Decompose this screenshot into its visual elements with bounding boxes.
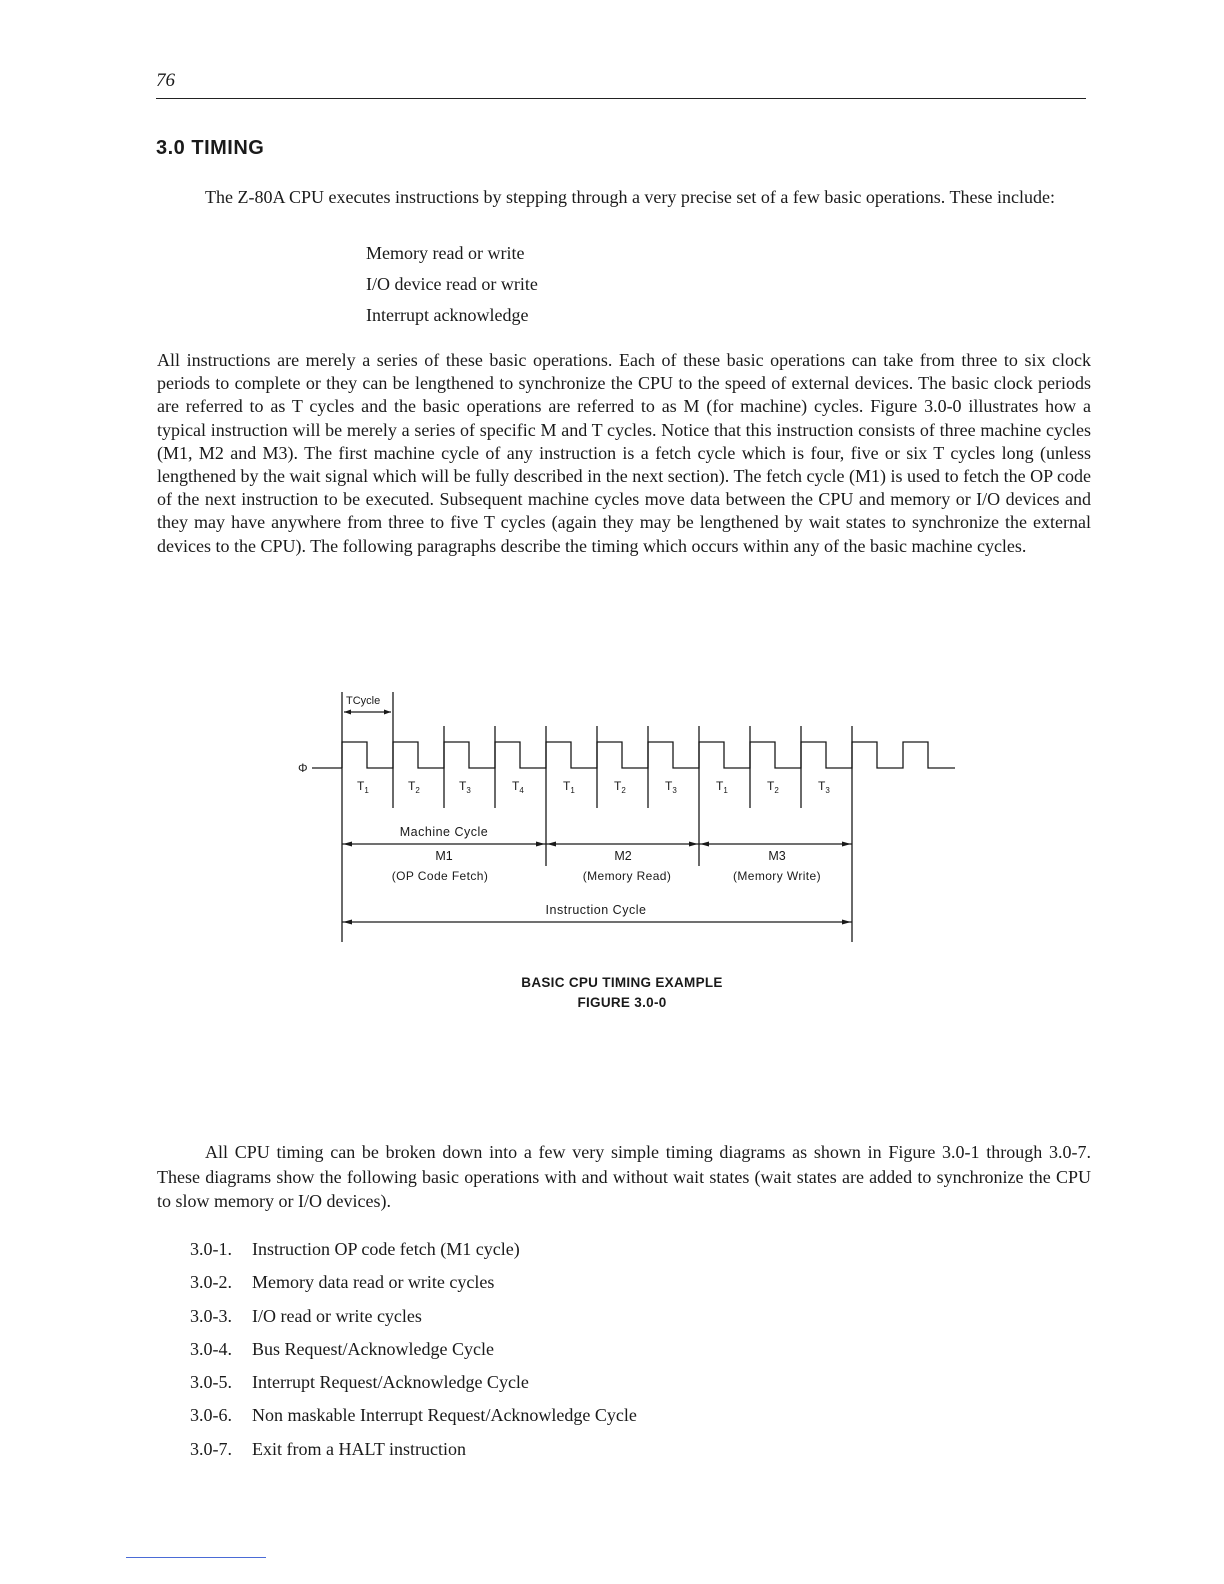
list-item xyxy=(190,1336,637,1369)
m1-label: M1 xyxy=(435,849,453,863)
list-item-text: Exit from a HALT instruction xyxy=(252,1438,466,1459)
t-label: $T_2$ xyxy=(614,779,626,795)
list-item-text: I/O read or write cycles xyxy=(252,1305,422,1326)
t-label: $T_1$ xyxy=(357,779,369,795)
operation-item: I/O device read or write xyxy=(366,274,538,294)
machine-cycle-labels xyxy=(392,849,821,883)
closing-paragraph: All CPU timing can be broken down into a few very simple timing diagrams as shown in Figure 3.0-1 through 3.0-7. These diagrams show the following basic operations with and without wait states (wait states are added to synchronize the CPU to slow memory or I/O devices). xyxy=(157,1142,1091,1211)
t-label: $T_1$ xyxy=(563,779,575,795)
instruction-cycle-label: Instruction Cycle xyxy=(545,903,647,917)
list-item-number: 3.0-5. xyxy=(190,1372,232,1393)
m3-label: M3 xyxy=(768,849,786,863)
list-item xyxy=(190,1436,637,1469)
timing-diagram xyxy=(290,690,970,960)
operation-item: Memory read or write xyxy=(366,243,525,263)
t-label: $T_2$ xyxy=(767,779,779,795)
t-label: $T_1$ xyxy=(716,779,728,795)
t-label: $T_3$ xyxy=(818,779,830,795)
operations-list xyxy=(366,238,538,331)
tcycle-label: TCycle xyxy=(346,695,381,707)
t-labels xyxy=(357,779,830,795)
list-item xyxy=(190,1402,637,1435)
page-number: 76 xyxy=(156,70,175,91)
list-item-number: 3.0-6. xyxy=(190,1405,232,1426)
list-item-text: Interrupt Request/Acknowledge Cycle xyxy=(252,1372,529,1393)
list-item-number: 3.0-2. xyxy=(190,1272,232,1293)
t-label: $T_2$ xyxy=(408,779,420,795)
list-item-number: 3.0-7. xyxy=(190,1438,232,1459)
header-rule xyxy=(156,98,1086,99)
t-label: $T_3$ xyxy=(665,779,677,795)
figure-caption-title: BASIC CPU TIMING EXAMPLE xyxy=(521,975,723,990)
m2-label: M2 xyxy=(614,849,632,863)
footer-rule xyxy=(126,1557,266,1558)
list-item-number: 3.0-3. xyxy=(190,1305,232,1326)
list-item-text: Bus Request/Acknowledge Cycle xyxy=(252,1338,494,1359)
list-item xyxy=(190,1303,637,1336)
section-title: 3.0 TIMING xyxy=(156,137,265,159)
list-item xyxy=(190,1236,637,1269)
list-item-text: Non maskable Interrupt Request/Acknowledge Cycle xyxy=(252,1405,637,1426)
list-item xyxy=(190,1369,637,1402)
phi-label: Φ xyxy=(298,761,308,775)
list-item-number: 3.0-4. xyxy=(190,1338,232,1359)
diagram-list xyxy=(190,1236,637,1469)
intro-paragraph: The Z-80A CPU executes instructions by stepping through a very precise set of a few basic operations. These include: xyxy=(205,187,1055,207)
figure-caption-number: FIGURE 3.0-0 xyxy=(577,995,667,1010)
t-label: $T_3$ xyxy=(459,779,471,795)
list-item-text: Memory data read or write cycles xyxy=(252,1272,495,1293)
m1-desc: (OP Code Fetch) xyxy=(391,869,489,883)
list-item xyxy=(190,1269,637,1302)
list-item-number: 3.0-1. xyxy=(190,1239,232,1259)
body-paragraph: All instructions are merely a series of these basic operations. Each of these basic operations can take from three to six clock periods to complete or they can be lengthened to synchronize the CPU to the speed of external devices. The basic clock periods are referred to as T cycles and the basic operations are referred to as M (for machine) cycles. Figure 3.0-0 illustrates how a typical instruction will be merely a series of specific M and T cycles. Notice that this instruction consists of three machine cycles (M1, M2 and M3). The first machine cycle of any instruction is a fetch cycle which is four, five or six T cycles long (unless lengthened by the wait signal which will be fully described in the next section). The fetch cycle (M1) is used to fetch the OP code of the next instruction to be executed. Subsequent machine cycles move data between the CPU and memory or I/O devices and they may have anywhere from three to five T cycles (again they may be lengthened by wait states to synchronize the external devices to the CPU). The following paragraphs describe the timing which occurs within any of the basic machine cycles. xyxy=(157,350,1091,556)
machine-cycle-label: Machine Cycle xyxy=(399,825,489,839)
m2-desc: (Memory Read) xyxy=(582,869,672,883)
t-label: $T_4$ xyxy=(512,779,524,795)
timing-figure xyxy=(290,690,970,960)
m3-desc: (Memory Write) xyxy=(732,869,822,883)
operation-item: Interrupt acknowledge xyxy=(366,305,529,325)
list-item-text: Instruction OP code fetch (M1 cycle) xyxy=(252,1239,520,1259)
